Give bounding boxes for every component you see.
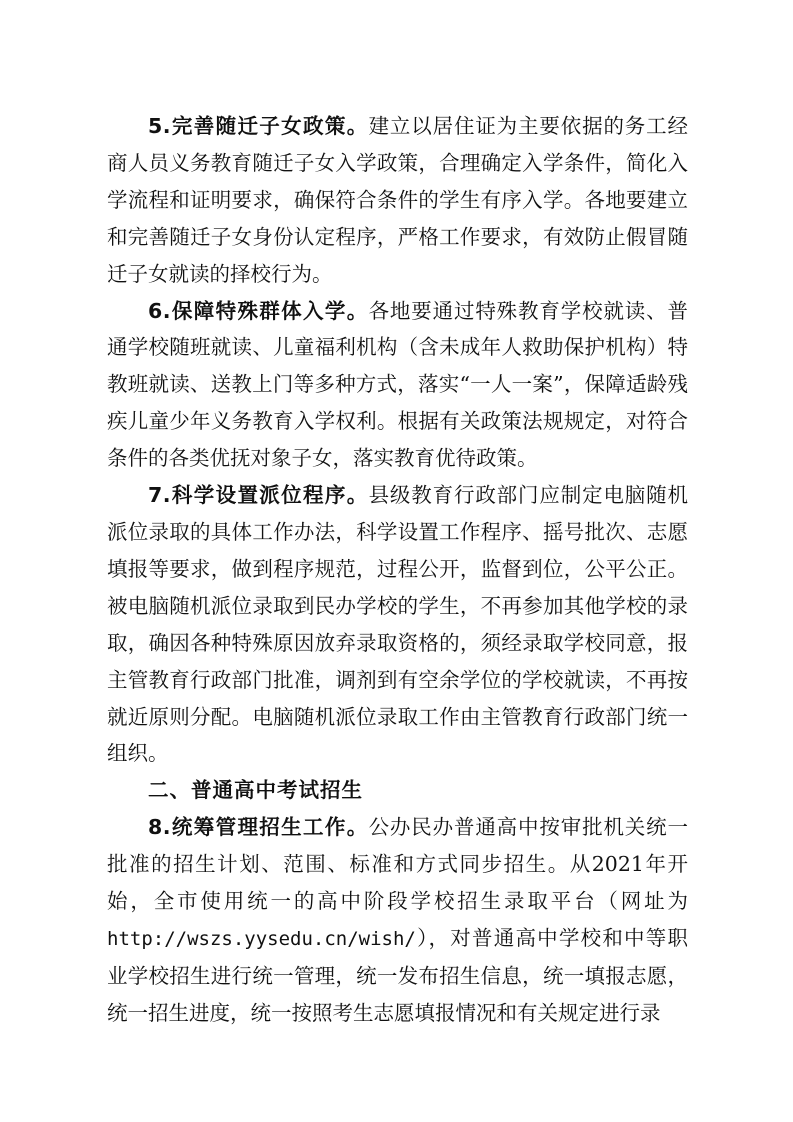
paragraph-8-text-before-url: 公办民办普通高中按审批机关统一批准的招生计划、范围、标准和方式同步招生。从2021年开始，全市使用统一的高中阶段学校招生录取平台（网址为 xyxy=(107,815,688,914)
section-heading: 二、普通高中考试招生 xyxy=(148,778,363,803)
paragraph-8 xyxy=(107,809,688,1031)
paragraph-6-lead: 6.保障特殊群体入学。 xyxy=(148,298,369,323)
paragraph-6 xyxy=(107,293,688,478)
paragraph-8-lead: 8.统筹管理招生工作。 xyxy=(148,815,369,840)
paragraph-7-text: 县级教育行政部门应制定电脑随机派位录取的具体工作办法，科学设置工作程序、摇号批次、志愿填报等要求，做到程序规范，过程公开，监督到位，公平公正。被电脑随机派位录取到民办学校的学生，不再参加其他学校的录取，确因各种特殊原因放弃录取资格的，须经录取学校同意，报主管教育行政部门批准，调剂到有空余学位的学校就读，不再按就近原则分配。电脑随机派位录取工作由主管教育行政部门统一组织。 xyxy=(107,483,688,766)
platform-url-link[interactable]: http://wszs.yysedu.cn/wish/ xyxy=(107,927,416,950)
paragraph-7-lead: 7.科学设置派位程序。 xyxy=(148,483,369,508)
paragraph-5 xyxy=(107,108,688,293)
paragraph-8-text-after-url: ），对普通高中学校和中等职业学校招生进行统一管理，统一发布招生信息，统一填报志愿，统一招生进度，统一按照考生志愿填报情况和有关规定进行录 xyxy=(107,925,688,1025)
paragraph-5-text: 建立以居住证为主要依据的务工经商人员义务教育随迁子女入学政策，合理确定入学条件，简化入学流程和证明要求，确保符合条件的学生有序入学。各地要建立和完善随迁子女身份认定程序，严格工作要求，有效防止假冒随迁子女就读的择校行为。 xyxy=(107,114,688,286)
paragraph-7 xyxy=(107,477,688,772)
document-body xyxy=(107,108,688,1032)
paragraph-5-lead: 5.完善随迁子女政策。 xyxy=(148,114,369,138)
paragraph-6-text: 各地要通过特殊教育学校就读、普通学校随班就读、儿童福利机构（含未成年人救助保护机构）特教班就读、送教上门等多种方式，落实“一人一案”，保障适龄残疾儿童少年义务教育入学权利。根据有关政策法规规定，对符合条件的各类优抚对象子女，落实教育优待政策。 xyxy=(107,298,688,471)
